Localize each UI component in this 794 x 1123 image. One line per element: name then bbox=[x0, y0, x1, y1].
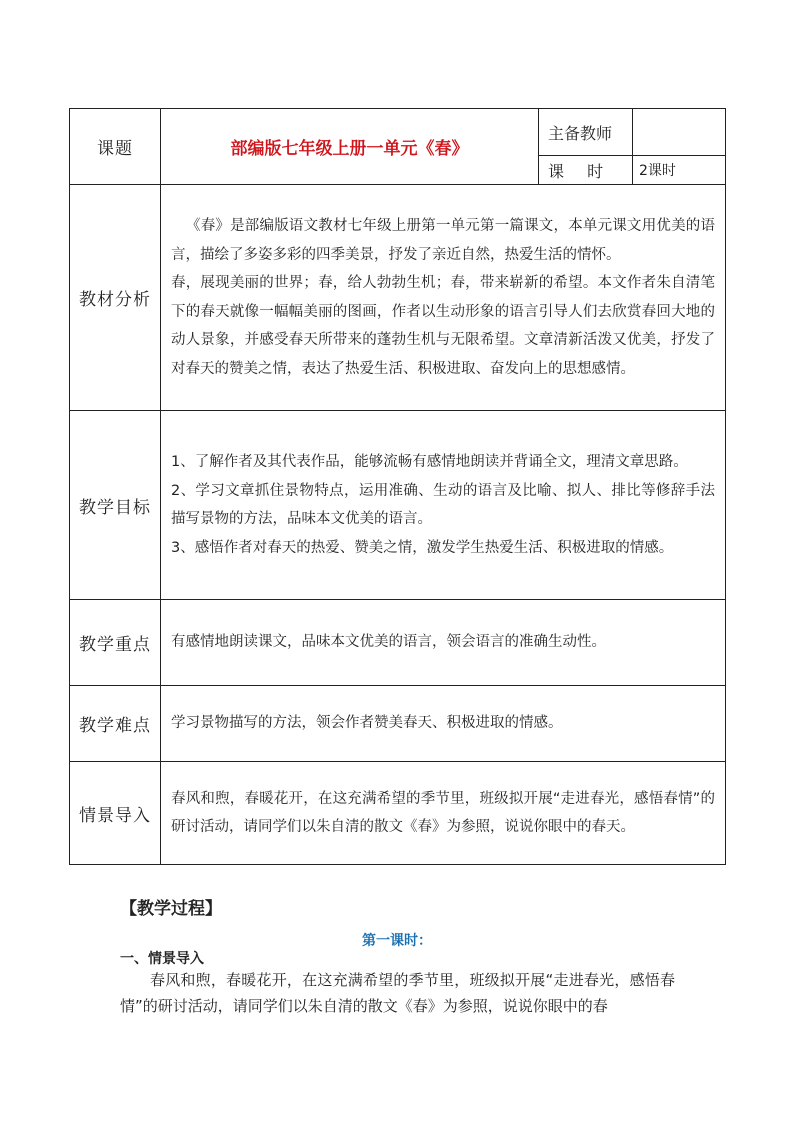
teaching-goals-content bbox=[161, 411, 726, 600]
material-analysis-paragraph: 春，展现美丽的世界；春，给人勃勃生机；春，带来崭新的希望。本文作者朱自清笔下的春天就像一幅幅美丽的图画，作者以生动形象的语言引导人们去欣赏春回大地的动人景象，并感受春天所带来的蓬勃生机与无限希望。文章清新活泼又优美，抒发了对春天的赞美之情，表达了热爱生活、积极进取、奋发向上的思想感情。 bbox=[171, 275, 715, 377]
key-points-text: 有感情地朗读课文，品味本文优美的语言，领会语言的准确生动性。 bbox=[171, 634, 606, 651]
topic-label: 课题 bbox=[70, 109, 161, 185]
lesson-label: 第一课时： bbox=[362, 933, 432, 949]
material-analysis-content bbox=[161, 185, 726, 411]
intro-paragraph: 春风和煦，春暖花开，在这充满希望的季节里，班级拟开展“走进春光，感悟春情”的研讨活动，请同学们以朱自清的散文《春》为参照，说说你眼中的春 bbox=[120, 971, 675, 1015]
row-label-material-analysis: 教材分析 bbox=[70, 185, 161, 411]
teacher-value bbox=[633, 109, 726, 156]
difficulties-text: 学习景物描写的方法，领会作者赞美春天、积极进取的情感。 bbox=[171, 715, 563, 732]
difficulties-content bbox=[161, 686, 726, 762]
row-label-difficulties: 教学难点 bbox=[70, 686, 161, 762]
row-label-teaching-goals: 教学目标 bbox=[70, 411, 161, 600]
hours-value: 2课时 bbox=[633, 156, 726, 185]
teaching-goal-item: 1、了解作者及其代表作品，能够流畅有感情地朗读并背诵全文，理清文章思路。 bbox=[171, 454, 688, 470]
teaching-goal-item: 2、学习文章抓住景物特点，运用准确、生动的语言及比喻、拟人、排比等修辞手法描写景物的方法，品味本文优美的语言。 bbox=[171, 482, 715, 527]
lesson-plan-table bbox=[69, 108, 726, 865]
teaching-goal-item: 3、感悟作者对春天的热爱、赞美之情，激发学生热爱生活、积极进取的情感。 bbox=[171, 539, 674, 556]
section-title: 【教学过程】 bbox=[120, 899, 222, 919]
hours-label: 课 时 bbox=[539, 156, 633, 185]
material-analysis-paragraph: 《春》是部编版语文教材七年级上册第一单元第一篇课文，本单元课文用优美的语言，描绘了多姿多彩的四季美景，抒发了亲近自然，热爱生活的情怀。 bbox=[171, 218, 715, 263]
scenario-intro-content bbox=[161, 762, 726, 865]
scenario-intro-text: 春风和煦，春暖花开，在这充满希望的季节里，班级拟开展“走进春光，感悟春情”的研讨活动，请同学们以朱自清的散文《春》为参照，说说你眼中的春天。 bbox=[171, 790, 715, 835]
row-label-key-points: 教学重点 bbox=[70, 600, 161, 686]
lesson-title: 部编版七年级上册一单元《春》 bbox=[161, 109, 539, 185]
teacher-label: 主备教师 bbox=[539, 109, 633, 156]
key-points-content bbox=[161, 600, 726, 686]
row-label-scenario-intro: 情景导入 bbox=[70, 762, 161, 865]
sub-heading: 一、情景导入 bbox=[120, 951, 204, 967]
